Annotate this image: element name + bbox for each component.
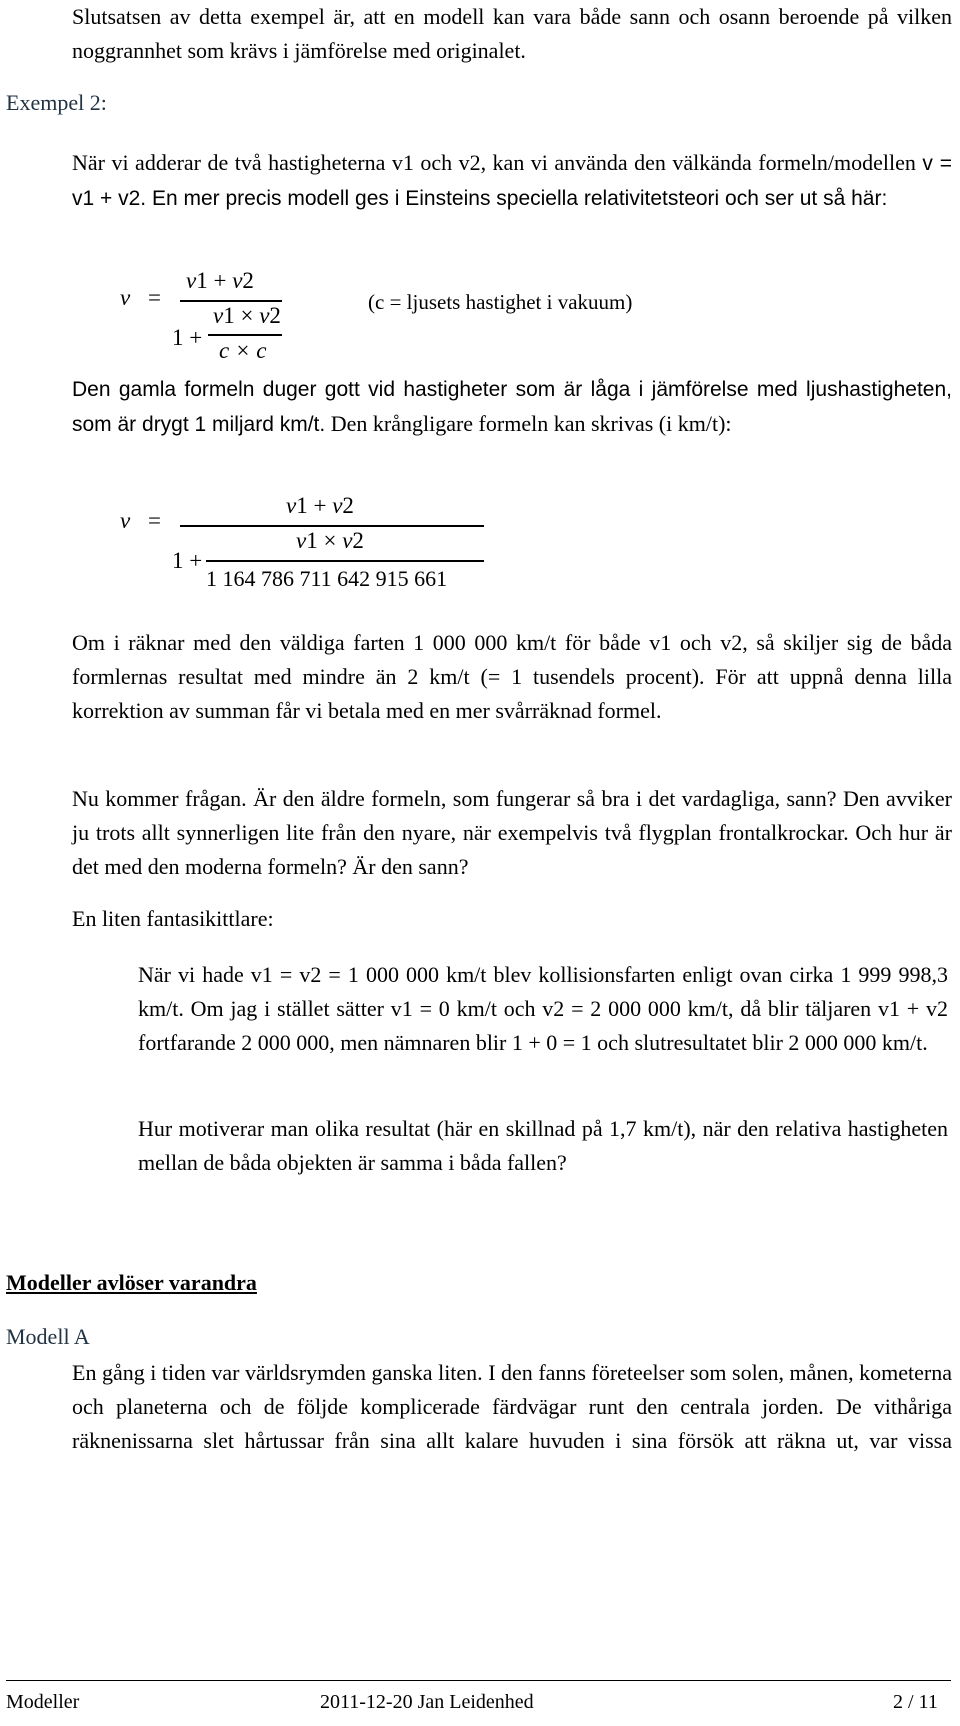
formula1-inner-fraction-bar bbox=[208, 334, 282, 336]
formula2-inner-denominator: 1 164 786 711 642 915 661 bbox=[206, 566, 448, 591]
formula1-main-fraction-bar bbox=[180, 300, 282, 302]
formula1-one-plus: 1 + bbox=[172, 325, 203, 350]
formula2-numerator: v1 + v2 bbox=[286, 493, 354, 518]
formula2-inner-numerator: v1 × v2 bbox=[296, 528, 364, 553]
formula1-inner-numerator: v1 × v2 bbox=[213, 303, 281, 328]
classic-formula-inline: v = v1 + v2. bbox=[72, 152, 952, 210]
formula2-one-plus: 1 + bbox=[172, 548, 203, 573]
model-a-label: Modell A bbox=[6, 1324, 90, 1349]
formula1-note: (c = ljusets hastighet i vakuum) bbox=[368, 290, 633, 314]
paragraph-teaser-body: När vi hade v1 = v2 = 1 000 000 km/t blev kollisionsfarten enligt ovan cirka 1 999 998,3 km/t. Om jag i stället sätter v1 = 0 km/t och v2 = 2 000 000 km/t, då blir täljaren v1 + v2 fortfarande 2 000 000, men nämnaren blir 1 + 0 = 1 och slutresultatet blir 2 000 000 km/t. bbox=[138, 962, 948, 1055]
paragraph-velocity-addition-c: En mer precis modell ges i Einsteins speciella relativitetsteori och ser ut så här: bbox=[146, 187, 888, 210]
formula2-lhs: v bbox=[120, 508, 131, 533]
formula1-lhs: v bbox=[120, 285, 131, 310]
formula1-inner-denominator: c × c bbox=[219, 338, 267, 363]
paragraph-question: Nu kommer frågan. Är den äldre formeln, som fungerar så bra i det vardagliga, sann? Den avviker ju trots allt synnerligen lite från den nyare, när exempelvis två flygplan frontalkrockar. Och hur är det med den moderna formeln? Är den sann? bbox=[72, 786, 952, 879]
formula2-main-fraction-bar bbox=[180, 525, 484, 527]
footer-title: Modeller bbox=[6, 1691, 80, 1713]
formula1-equals: = bbox=[148, 285, 161, 310]
paragraph-million-kmh: Om i räknar med den väldiga farten 1 000 000 km/t för både v1 och v2, så skiljer sig de båda formlernas resultat med mindre än 2 km/t (= 1 tusendels procent). För att uppnå denna lilla korrektion av summan får vi betala med en mer svårräknad formel. bbox=[72, 630, 952, 723]
teaser-label: En liten fantasikittlare: bbox=[72, 906, 274, 931]
formula2-equals: = bbox=[148, 508, 161, 533]
formula2-inner-fraction-bar bbox=[206, 560, 484, 562]
paragraph-old-formula-b: Den krångligare formeln kan skrivas (i km/t): bbox=[325, 411, 732, 436]
footer-date-author: 2011-12-20 Jan Leidenhed bbox=[320, 1691, 534, 1713]
footer-page-number: 2 / 11 bbox=[893, 1691, 938, 1713]
paragraph-intro-conclusion: Slutsatsen av detta exempel är, att en modell kan vara både sann och osann beroende på vilken noggrannhet som krävs i jämförelse med originalet. bbox=[72, 4, 952, 63]
paragraph-velocity-addition bbox=[72, 146, 952, 216]
paragraph-old-formula-a: Den gamla formeln duger gott vid hastigheter som är låga i jämförelse med ljushastigheten, som är drygt 1 miljard km/t. bbox=[72, 378, 952, 436]
footer-divider bbox=[6, 1680, 951, 1681]
paragraph-old-formula bbox=[72, 372, 952, 442]
paragraph-velocity-addition-a: När vi adderar de två hastigheterna v1 och v2, kan vi använda den välkända formeln/modellen bbox=[72, 150, 923, 175]
paragraph-teaser-question: Hur motiverar man olika resultat (här en skillnad på 1,7 km/t), när den relativa hastigheten mellan de båda objekten är samma i båda fallen? bbox=[138, 1116, 948, 1175]
paragraph-model-a: En gång i tiden var världsrymden ganska liten. I den fanns företeelser som solen, månen, kometerna och planeterna och de följde komplicerade färdvägar runt den centrala jorden. De vithåriga räknenissarna slet hårtussar från sina allt kalare huvuden i sina försök att räkna ut, var vissa bbox=[72, 1360, 952, 1453]
example-2-label: Exempel 2: bbox=[6, 90, 107, 115]
section-heading: Modeller avlöser varandra bbox=[6, 1270, 257, 1295]
formula1-numerator: v1 + v2 bbox=[186, 268, 254, 293]
